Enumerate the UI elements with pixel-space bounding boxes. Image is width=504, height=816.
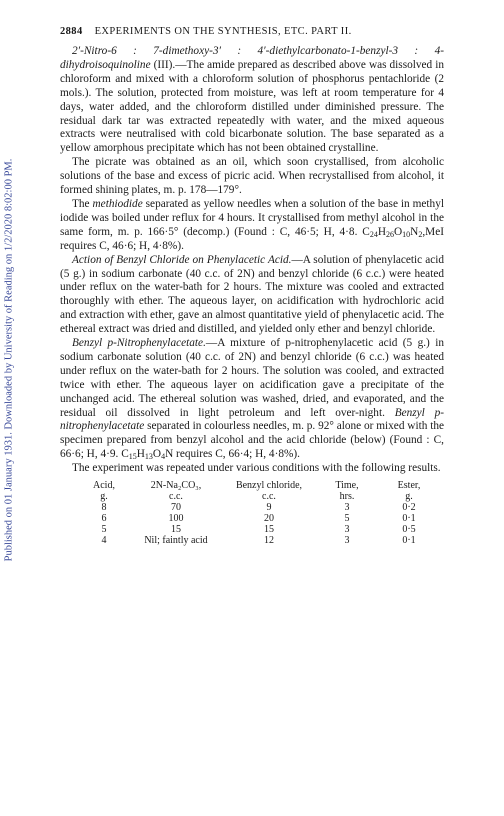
paragraph-text: The picrate was obtained as an oil, which soon crystallised, from alcoholic solutions of the base and excess of picric acid. When recrystallised from alcohol, it formed shining plates, m. p. 178—179°.: [60, 156, 444, 197]
table-cell: 100: [168, 513, 184, 525]
table-cell: 3: [344, 535, 350, 547]
table-cell: 3: [344, 524, 350, 536]
formula-subscript: 10: [402, 229, 411, 239]
table-cell: 5: [101, 524, 107, 536]
column-header-ester: Ester,: [397, 480, 421, 492]
table-cell: 0·1: [402, 513, 416, 525]
paragraph-methiodide: [60, 198, 444, 254]
paragraph-text: (III).—The amide prepared as described above was dissolved in chloroform and mixed with a chloroform solution of phosphorus pentachloride (2 mols.). The solution, protected from moisture, was left at room temperature for 4 days, water added, and the chloroform distilled under diminished pressure. The residual dark tar was extracted repeatedly with water, and the mixed aqueous extracts were neutralised with cold bicarbonate solution. The base separated as a yellow amorphous precipitate which has not been obtained crystalline.: [60, 58, 444, 155]
formula-n: N: [410, 225, 419, 238]
paragraph-text: The: [72, 197, 93, 210]
formula-h: H: [377, 225, 386, 238]
paragraph-text: separated in colourless needles, m. p. 92° alone or mixed with the specimen prepared from benzyl alcohol and the acid chloride (below) (Found : C, 66·6; H, 4·9.: [60, 420, 445, 461]
table-cell: 15: [264, 524, 274, 536]
paragraph-experiment-repeat: [60, 462, 444, 476]
column-header-acid: Acid,: [93, 480, 115, 492]
formula-rest: N requires C, 66·4; H, 4·8%).: [165, 448, 300, 461]
column-unit: c.c.: [262, 491, 276, 503]
results-table: [78, 480, 440, 546]
table-row: [78, 502, 440, 513]
running-title: EXPERIMENTS ON THE SYNTHESIS, ETC. PART II.: [94, 26, 352, 37]
column-header-time: Time,: [335, 480, 359, 492]
table-cell: 70: [171, 502, 181, 514]
section-title: Action of Benzyl Chloride on Phenylacetic Acid.: [72, 253, 292, 266]
formula-o: O: [394, 225, 403, 238]
formula-subscript: 24: [369, 229, 378, 239]
table-header-row: [78, 480, 440, 491]
formula-subscript: 2: [418, 229, 423, 239]
paragraph-benzyl-nitrophenylacetate: [60, 337, 444, 462]
table-row: [78, 513, 440, 524]
table-unit-row: [78, 491, 440, 502]
column-unit: g.: [100, 491, 108, 503]
paragraph-picrate: [60, 156, 444, 198]
paragraph-benzyl-chloride-action: [60, 254, 444, 337]
paragraph-text: separated as yellow needles when a solution of the base in methyl iodide was boiled under reflux for 4 hours. It crystallised from methyl alcohol in the same form, m. p. 166·5° (decomp.) (Found : C, 46·5; H, 4·8.: [60, 197, 444, 238]
formula-rest: ,MeI requires C, 46·6; H, 4·8%).: [60, 225, 444, 252]
paragraph-text: —A mixture of p-nitrophenylacetic acid (5 g.) in sodium carbonate solution (40 c.c. of 2N) and benzyl chloride (6 c.c.) was heated under reflux on the water-bath for 2 hours. The solution was cooled, and extracted twice with ether. The aqueous layer on acidification gave a precipitate of the unchanged acid. The ethereal solution was washed, dried, and evaporated, and the residual oil dissolved in light petroleum and left over-night.: [60, 337, 444, 419]
formula-subscript: 26: [386, 229, 394, 239]
paragraph-dihydroisoquinoline: [60, 45, 444, 156]
formula-h: H: [136, 448, 145, 461]
table-cell: 12: [264, 535, 274, 547]
table-cell: 0·2: [402, 502, 416, 514]
column-unit: hrs.: [339, 491, 355, 503]
column-header-carbonate: 2N-Na₂CO₃,: [150, 480, 202, 492]
table-cell: 20: [264, 513, 274, 525]
column-unit: g.: [405, 491, 413, 503]
download-notice-text: Published on 01 January 1931. Downloaded by University of Reading on 1/2/2020 8:02:00 PM.: [3, 158, 15, 562]
compound-name: Benzyl p-nitrophenylacetate: [60, 406, 444, 433]
table-cell: 5: [344, 513, 350, 525]
table-cell: 0·5: [402, 524, 416, 536]
paragraph-text: The experiment was repeated under various conditions with the following results.: [72, 462, 441, 475]
formula-subscript: 4: [161, 452, 166, 462]
formula-c: C: [121, 448, 129, 461]
table-row: [78, 535, 440, 546]
table-cell: 15: [171, 524, 181, 536]
column-unit: c.c.: [169, 491, 183, 503]
methiodide-term: methiodide: [92, 197, 143, 210]
section-title: Benzyl p-Nitrophenylacetate.: [72, 337, 206, 350]
page-number: 2884: [60, 26, 83, 37]
paragraph-text: —A solution of phenylacetic acid (5 g.) in sodium carbonate (40 c.c. of 2N) and benzyl chloride (6 c.c.) were heated under reflux on the water-bath for 2 hours. The mixture was cooled and extracted thoroughly with ether. The aqueous layer, on acidification with hydrochloric acid and extraction with ether, gave an almost quantitative yield of phenylacetic acid. The ethereal extract was dried and distilled, and yielded only ether and benzyl chloride.: [60, 253, 445, 336]
running-header: [60, 26, 444, 37]
formula-subscript: 13: [144, 452, 153, 462]
table-cell: 6: [101, 513, 107, 525]
column-header-benzyl-chloride: Benzyl chloride,: [235, 480, 303, 492]
journal-page: [60, 26, 444, 546]
formula-c: C: [362, 225, 370, 238]
table-cell: Nil; faintly acid: [144, 535, 208, 547]
table-cell: 0·1: [402, 535, 416, 547]
download-notice: [2, 40, 16, 680]
table-cell: 9: [266, 502, 272, 514]
formula-subscript: 15: [128, 452, 137, 462]
table-row: [78, 524, 440, 535]
table-cell: 8: [101, 502, 107, 514]
compound-name: 2′-Nitro-6 : 7-dimethoxy-3′ : 4′-diethylcarbonato-1-benzyl-3 : 4-dihydroisoquinoline: [60, 45, 444, 71]
formula-o: O: [152, 448, 162, 461]
table-cell: 3: [344, 502, 350, 514]
table-cell: 4: [101, 535, 107, 547]
